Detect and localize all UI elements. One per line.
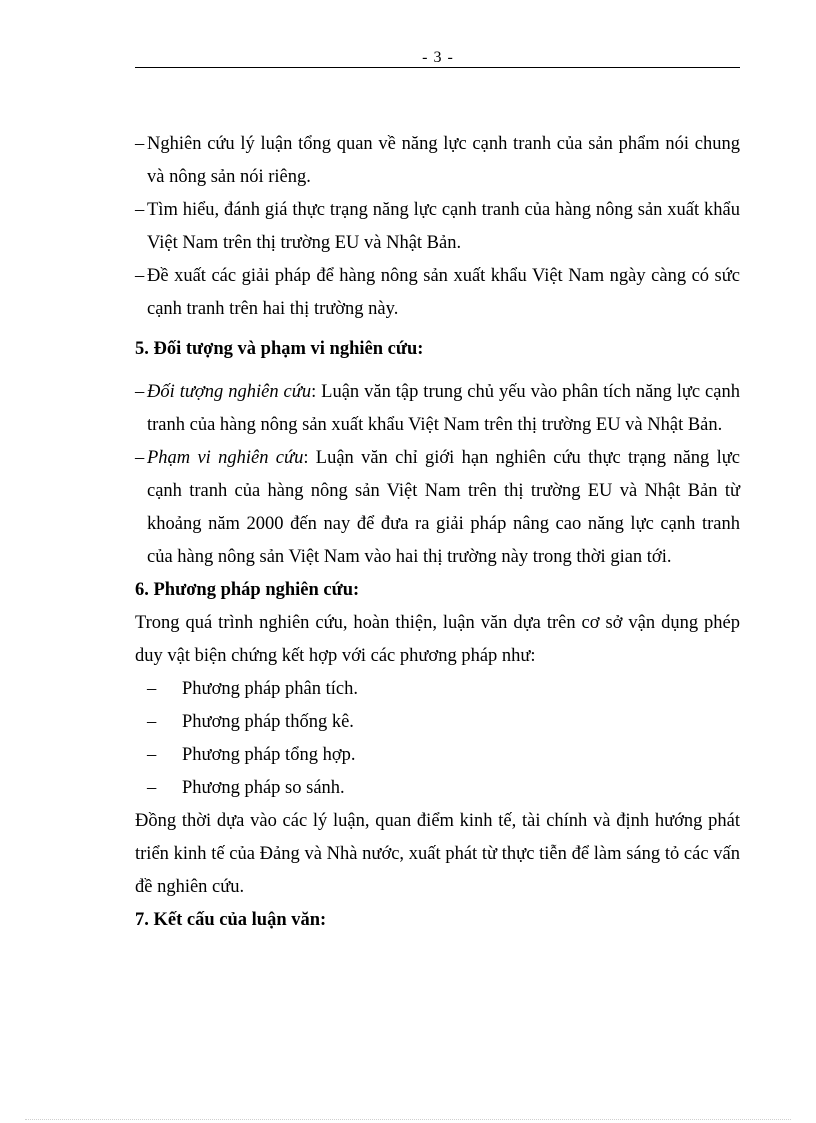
dash-marker: –	[135, 200, 145, 220]
goal-text: Tìm hiểu, đánh giá thực trạng năng lực cạnh tranh của hàng nông sản xuất khẩu Việt Nam trên thị trường EU và Nhật Bản.	[147, 200, 740, 253]
goal-item	[135, 260, 740, 326]
goal-item	[135, 128, 740, 194]
goal-item	[135, 194, 740, 260]
page-bottom-border	[25, 1119, 791, 1120]
page-number: - 3 -	[422, 49, 454, 66]
object-text: : Luận văn tập trung chủ yếu vào phân tích năng lực cạnh tranh của hàng nông sản xuất khẩu Việt Nam trên thị trường EU và Nhật Bản.	[147, 382, 740, 435]
document-body	[135, 128, 740, 937]
scope-item	[135, 442, 740, 574]
goal-text: Đề xuất các giải pháp để hàng nông sản xuất khẩu Việt Nam ngày càng có sức cạnh tranh trên hai thị trường này.	[147, 266, 740, 319]
method-item	[135, 739, 740, 772]
section-5-heading: 5. Đối tượng và phạm vi nghiên cứu:	[135, 339, 424, 359]
dash-marker: –	[135, 266, 145, 286]
section-7-heading: 7. Kết cấu của luận văn:	[135, 910, 327, 930]
spacer	[135, 366, 740, 376]
method-text: Phương pháp thống kê.	[182, 712, 354, 732]
object-paragraph	[147, 376, 740, 442]
goal-text: Nghiên cứu lý luận tổng quan về năng lực cạnh tranh của sản phẩm nói chung và nông sản nói riêng.	[147, 134, 740, 187]
object-item	[135, 376, 740, 442]
scope-paragraph	[147, 442, 740, 574]
scope-label: Phạm vi nghiên cứu	[147, 448, 304, 468]
method-item	[135, 706, 740, 739]
dash-marker: –	[135, 134, 145, 154]
dash-marker: –	[135, 448, 145, 468]
method-text: Phương pháp tổng hợp.	[182, 745, 356, 765]
dash-marker: –	[147, 778, 157, 798]
dash-marker: –	[147, 679, 157, 699]
dash-marker: –	[135, 382, 145, 402]
method-text: Phương pháp so sánh.	[182, 778, 345, 798]
object-label: Đối tượng nghiên cứu	[147, 382, 312, 402]
scope-text: : Luận văn chỉ giới hạn nghiên cứu thực trạng năng lực cạnh tranh của hàng nông sản Việt Nam trên thị trường EU và Nhật Bản từ khoảng năm 2000 đến nay để đưa ra giải pháp nâng cao năng lực cạnh tranh của hàng nông sản Việt Nam vào hai thị trường này trong thời gian tới.	[147, 448, 740, 567]
header-rule	[135, 67, 740, 68]
dash-marker: –	[147, 712, 157, 732]
section-6-heading: 6. Phương pháp nghiên cứu:	[135, 580, 360, 600]
method-item	[135, 673, 740, 706]
section-6-intro: Trong quá trình nghiên cứu, hoàn thiện, luận văn dựa trên cơ sở vận dụng phép duy vật biện chứng kết hợp với các phương pháp như:	[135, 613, 740, 666]
section-6-closing: Đồng thời dựa vào các lý luận, quan điểm kinh tế, tài chính và định hướng phát triển kinh tế của Đảng và Nhà nước, xuất phát từ thực tiễn để làm sáng tỏ các vấn đề nghiên cứu.	[135, 811, 740, 897]
method-text: Phương pháp phân tích.	[182, 679, 359, 699]
method-item	[135, 772, 740, 805]
dash-marker: –	[147, 745, 157, 765]
